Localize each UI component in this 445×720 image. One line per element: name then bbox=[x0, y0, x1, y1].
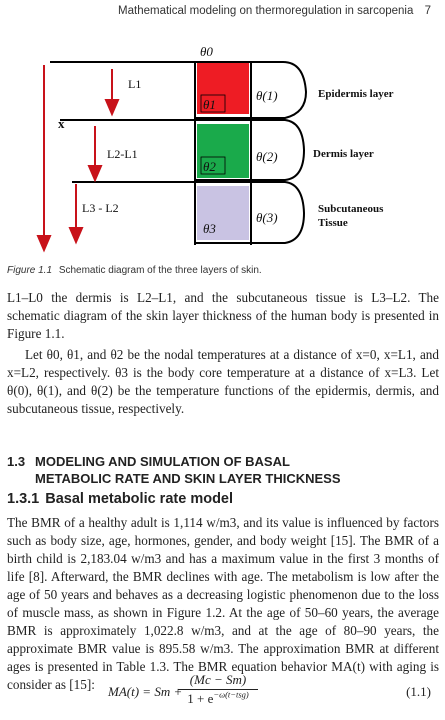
arrow-head-x bbox=[38, 236, 50, 250]
subsection-number: 1.3.1 bbox=[7, 491, 40, 507]
equation-numerator: (Mc − Sm) bbox=[178, 672, 258, 690]
equation-denominator bbox=[178, 690, 258, 707]
page-number: 7 bbox=[424, 5, 431, 17]
running-title: Mathematical modeling on thermoregulation in sarcopenia bbox=[118, 5, 414, 17]
x-label: x bbox=[58, 116, 65, 131]
equation-exponent: −ω(t−tsg) bbox=[213, 689, 249, 700]
skin-layers-diagram bbox=[0, 0, 445, 262]
equation-fraction bbox=[178, 672, 258, 707]
l2-l1-label: L2-L1 bbox=[107, 147, 138, 161]
subsection-heading bbox=[7, 491, 233, 507]
arrow-head-l3 bbox=[70, 228, 82, 242]
arrow-head-l1 bbox=[106, 100, 118, 114]
equation-number: (1.1) bbox=[406, 684, 431, 699]
theta1-label: θ1 bbox=[203, 97, 216, 112]
section-title-line2: METABOLIC RATE AND SKIN LAYER THICKNESS bbox=[35, 471, 341, 486]
equation-denominator-base: 1 + e bbox=[187, 691, 214, 706]
theta2-label: θ2 bbox=[203, 159, 216, 174]
theta3-label: θ3 bbox=[203, 221, 216, 236]
equation-1-1 bbox=[0, 672, 445, 712]
theta0-label: θ0 bbox=[200, 44, 213, 59]
paragraph-layer-thickness: L1–L0 the dermis is L2–L1, and the subcutaneous tissue is L3–L2. The schematic diagram of the skin layer thickness of the human body is presented in Figure 1.1. bbox=[7, 290, 439, 341]
equation-lhs: MA(t) = Sm + bbox=[108, 684, 183, 699]
epidermis-label: Epidermis layer bbox=[318, 88, 394, 100]
figure-caption-label: Figure 1.1 bbox=[7, 265, 53, 276]
depth-arrows bbox=[38, 65, 118, 250]
theta-function-2: θ(2) bbox=[256, 149, 278, 164]
dermis-label: Dermis layer bbox=[313, 148, 374, 160]
paragraph-nodal-temperatures: Let θ0, θ1, and θ2 be the nodal temperatures at a distance of x=0, x=L1, and x=L2, respectively. θ3 is the body core temperature at a distance of x=L3. Let θ(0), θ(1), and θ(2) be the temperature functions of the epidermis, dermis, and subcutaneous tissue, respectively. bbox=[7, 347, 439, 416]
theta-function-3: θ(3) bbox=[256, 210, 278, 225]
theta-function-1: θ(1) bbox=[256, 88, 278, 103]
figure-caption-text: Schematic diagram of the three layers of skin. bbox=[58, 265, 262, 276]
paragraph-bmr: The BMR of a healthy adult is 1,114 w/m3, and its value is influenced by factors such as body size, age, hormones, gender, and body weight [15]. The BMR of a birth child is 2,183.04 w/m3 and has a maximum value in the first 3 months of life [8]. Afterward, the BMR declines with age. The metabolism is low after the age of 50 years and behaves as a decreasing logistic phenomenon due to the loss of muscle mass, as shown in Figure 1.2. At the age of 50–60 years, the average BMR is approximately 1,022.8 w/m3, and at the age of 80–90 years, the approximate BMR value is 895.58 w/m3. The approximation BMR at different ages is presented in Table 1.3. The BMR equation behavior MA(t) with aging is consider as [15]: bbox=[7, 515, 439, 692]
section-title-line1: MODELING AND SIMULATION OF BASAL bbox=[35, 454, 290, 469]
figure-caption bbox=[7, 265, 262, 276]
subcutaneous-label-line1: Subcutaneous bbox=[318, 203, 384, 215]
section-number: 1.3 bbox=[7, 454, 26, 469]
subsection-title: Basal metabolic rate model bbox=[45, 491, 234, 507]
l1-label: L1 bbox=[128, 77, 142, 91]
arrow-head-l2 bbox=[89, 166, 101, 180]
subcutaneous-label-line2: Tissue bbox=[318, 217, 348, 229]
section-heading bbox=[7, 453, 437, 487]
l3-l2-label: L3 - L2 bbox=[82, 201, 119, 215]
